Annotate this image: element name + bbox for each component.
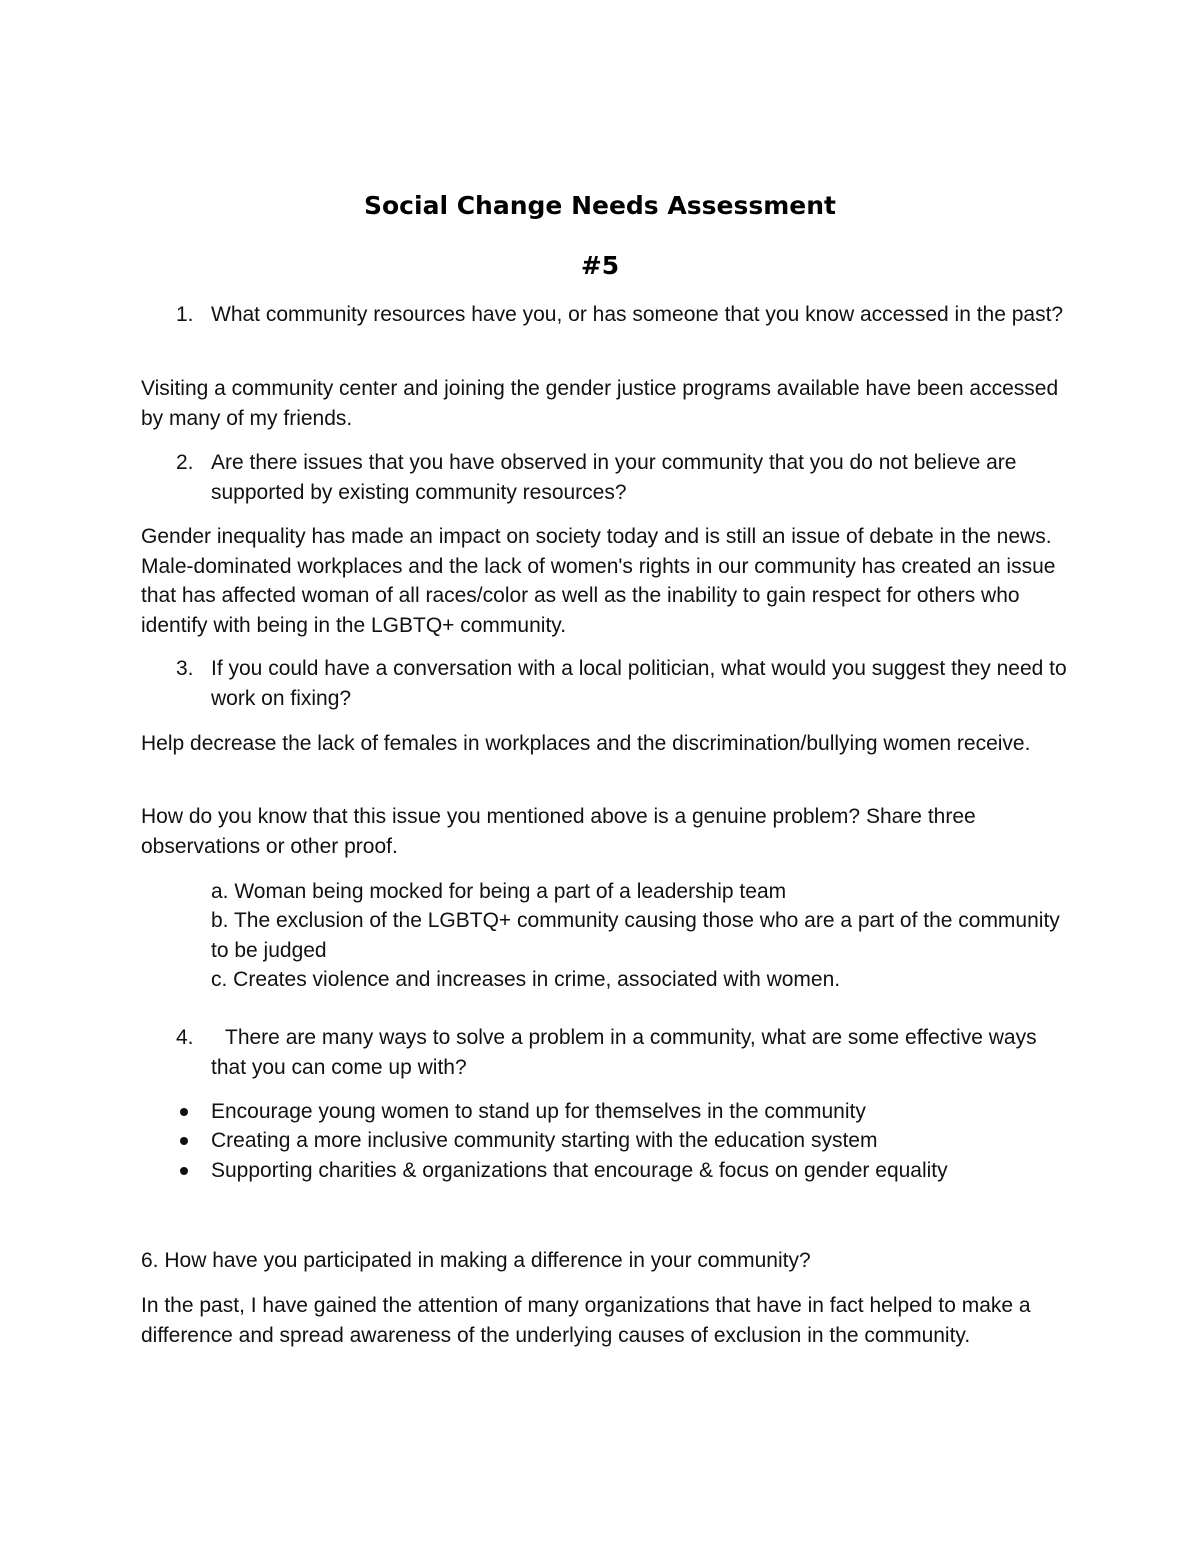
question-4-number: 4. <box>176 1026 194 1049</box>
bullet-dot-icon <box>180 1108 188 1116</box>
question-4-text: There are many ways to solve a problem in a community, what are some effective ways that you can come up with? <box>211 1026 1037 1079</box>
question-3-followup: How do you know that this issue you mentioned above is a genuine problem? Share three observations or other proof. <box>141 805 976 858</box>
question-3-text: If you could have a conversation with a local politician, what would you suggest they need to work on fixing? <box>211 657 1067 710</box>
question-2-number: 2. <box>176 451 194 474</box>
solution-bullet-1: Encourage young women to stand up for themselves in the community <box>211 1100 866 1123</box>
question-2-text: Are there issues that you have observed in your community that you do not believe are supported by existing community resources? <box>211 451 1017 504</box>
question-6-text: 6. How have you participated in making a difference in your community? <box>141 1249 811 1272</box>
question-1-text: What community resources have you, or has someone that you know accessed in the past? <box>211 303 1064 326</box>
observation-a: a. Woman being mocked for being a part of a leadership team <box>211 880 787 903</box>
bullet-dot-icon <box>180 1167 188 1175</box>
question-3-number: 3. <box>176 657 194 680</box>
question-1-number: 1. <box>176 303 194 326</box>
answer-6-text: In the past, I have gained the attention of many organizations that have in fact helped to make a difference and spread awareness of the underlying causes of exclusion in the community. <box>141 1294 1031 1347</box>
document-subtitle: #5 <box>580 251 620 280</box>
solution-bullet-3: Supporting charities & organizations that encourage & focus on gender equality <box>211 1159 948 1182</box>
answer-3-text: Help decrease the lack of females in workplaces and the discrimination/bullying women receive. <box>141 732 1031 755</box>
bullet-dot-icon <box>180 1137 188 1145</box>
observation-c: c. Creates violence and increases in crime, associated with women. <box>211 968 841 991</box>
solution-bullet-2: Creating a more inclusive community starting with the education system <box>211 1129 878 1152</box>
answer-2-text: Gender inequality has made an impact on society today and is still an issue of debate in the news. Male-dominated workplaces and the lack of women's rights in our community has created an issue that has affected woman of all races/color as well as the inability to gain respect for others who identify with being in the LGBTQ+ community. <box>141 525 1056 637</box>
answer-1-text: Visiting a community center and joining the gender justice programs available have been accessed by many of my friends. <box>141 377 1059 430</box>
document-title: Social Change Needs Assessment <box>364 191 836 220</box>
observation-b: b. The exclusion of the LGBTQ+ community causing those who are a part of the community to be judged <box>211 909 1060 962</box>
